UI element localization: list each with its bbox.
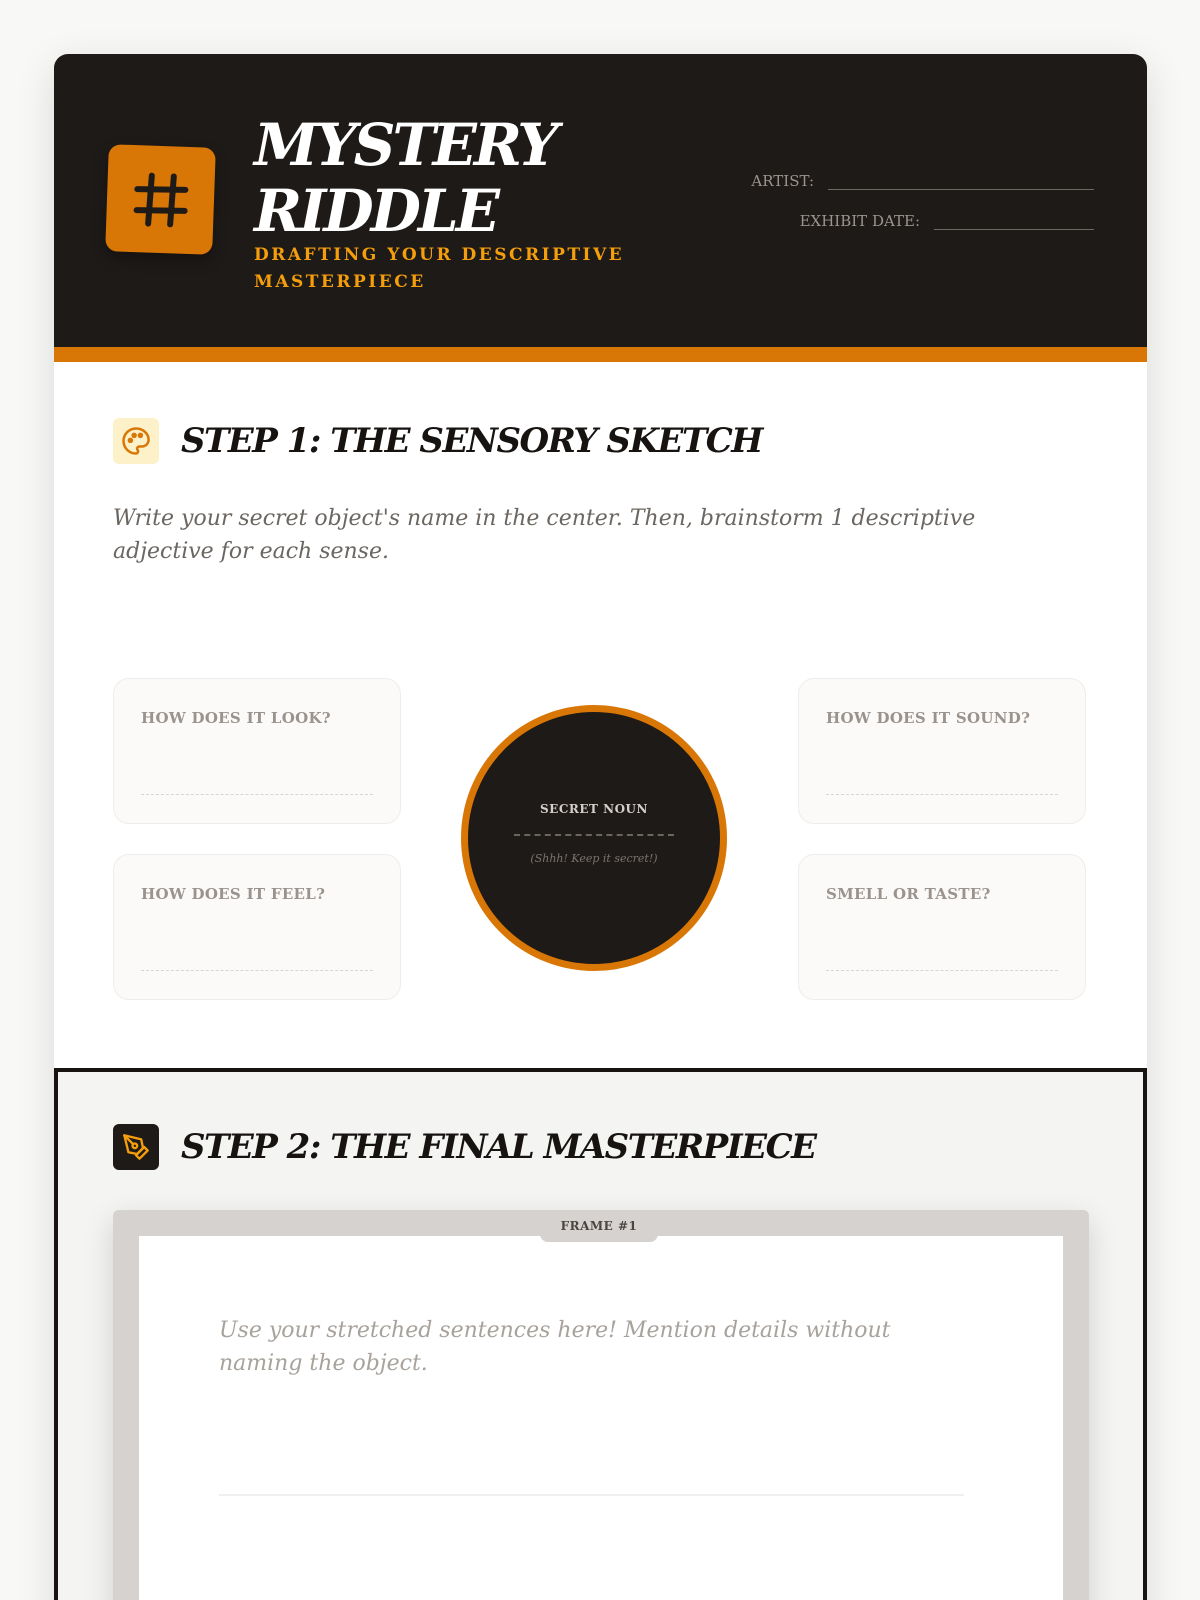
sense-smell-line[interactable] <box>826 970 1058 971</box>
step1-title: STEP 1: THE SENSORY SKETCH <box>181 421 762 461</box>
header-accent-stripe <box>54 347 1147 362</box>
sense-look-line[interactable] <box>141 794 373 795</box>
artist-input-line[interactable] <box>828 170 1094 190</box>
palette-icon <box>121 426 151 456</box>
sense-sound-label: HOW DOES IT SOUND? <box>826 709 1031 727</box>
sense-box-smell-taste[interactable] <box>798 854 1086 1000</box>
sense-feel-label: HOW DOES IT FEEL? <box>141 885 326 903</box>
exhibit-date-label: EXHIBIT DATE: <box>799 212 920 230</box>
exhibit-date-field <box>800 210 1094 230</box>
secret-noun-circle[interactable] <box>461 705 727 971</box>
worksheet-card <box>54 54 1147 1600</box>
step1-heading <box>113 418 762 464</box>
pen-nib-icon <box>122 1133 150 1161</box>
step1-instructions: Write your secret object's name in the center. Then, brainstorm 1 descriptive adjective for each sense. <box>113 506 976 564</box>
frame-prompt: Use your stretched sentences here! Mention details without naming the object. <box>219 1318 891 1376</box>
page-subtitle: DRAFTING YOUR DESCRIPTIVE MASTERPIECE <box>254 245 625 292</box>
sense-look-label: HOW DOES IT LOOK? <box>141 709 331 727</box>
step1-icon-chip <box>113 418 159 464</box>
writing-line <box>219 1494 964 1496</box>
frame-label: FRAME #1 <box>540 1210 658 1242</box>
step1-section <box>60 362 1141 1122</box>
page-title: MYSTERY RIDDLE <box>254 111 556 245</box>
step2-heading <box>113 1124 816 1170</box>
sense-feel-line[interactable] <box>141 970 373 971</box>
sense-box-feel[interactable] <box>113 854 401 1000</box>
header <box>54 54 1147 362</box>
step2-icon-chip <box>113 1124 159 1170</box>
sense-box-sound[interactable] <box>798 678 1086 824</box>
logo <box>105 144 216 255</box>
masterpiece-frame <box>113 1210 1089 1600</box>
artist-label: ARTIST: <box>751 172 814 190</box>
hash-icon <box>126 165 194 233</box>
secret-noun-label: SECRET NOUN <box>540 801 648 816</box>
artist-field <box>751 170 1094 190</box>
step2-title: STEP 2: THE FINAL MASTERPIECE <box>181 1127 816 1167</box>
masterpiece-writing-area[interactable] <box>139 1236 1063 1600</box>
sense-smell-label: SMELL OR TASTE? <box>826 885 991 903</box>
exhibit-date-input-line[interactable] <box>934 210 1094 230</box>
sense-box-look[interactable] <box>113 678 401 824</box>
secret-noun-line[interactable] <box>514 834 674 836</box>
step2-section <box>54 1068 1147 1600</box>
secret-noun-note: (Shhh! Keep it secret!) <box>530 851 658 865</box>
sense-sound-line[interactable] <box>826 794 1058 795</box>
